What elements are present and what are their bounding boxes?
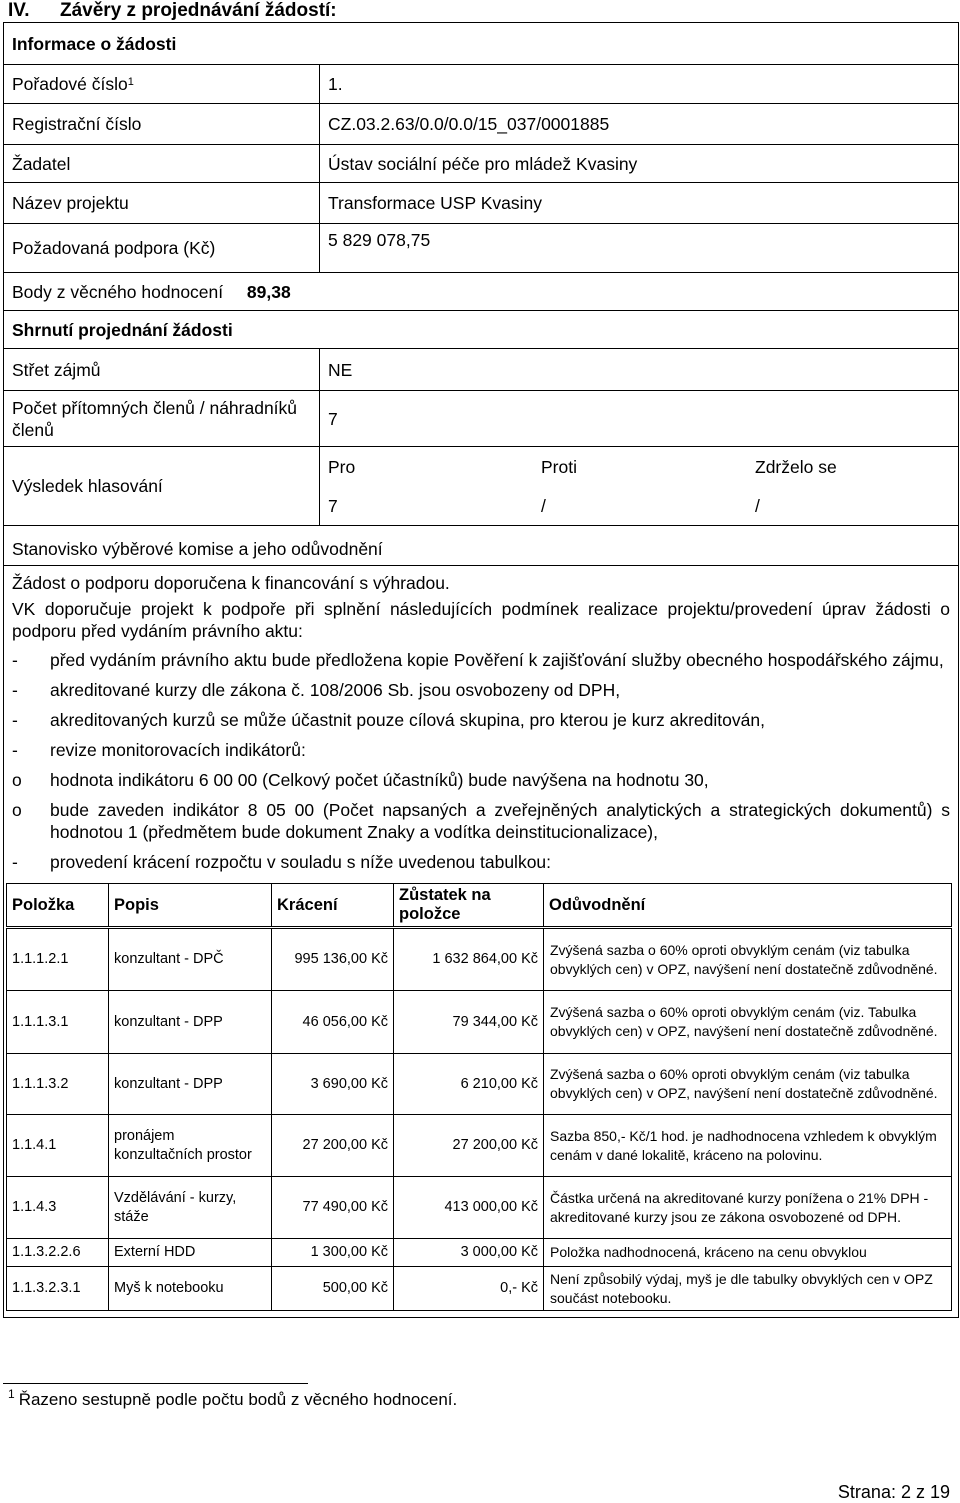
- list-item: - revize monitorovacích indikátorů:: [12, 740, 306, 760]
- budget-item: 1.1.1.3.2: [7, 1054, 109, 1115]
- budget-desc: Externí HDD: [109, 1239, 272, 1267]
- summary-title: Shrnutí projednání žádosti: [4, 311, 959, 349]
- budget-cut: 77 490,00 Kč: [272, 1177, 394, 1239]
- budget-desc: Myš k notebooku: [109, 1267, 272, 1311]
- budget-desc: konzultant - DPČ: [109, 928, 272, 991]
- budget-cut: 3 690,00 Kč: [272, 1054, 394, 1115]
- list-item: - před vydáním právního aktu bude předložena kopie Pověření k zajišťování služby obecného hospodářského zájmu,: [12, 650, 944, 670]
- info-title: Informace o žádosti: [4, 23, 959, 65]
- points-row: [4, 273, 959, 311]
- budget-reason: Položka nadhodnocená, kráceno na cenu obvyklou: [544, 1239, 952, 1267]
- budget-header-desc: Popis: [109, 884, 272, 928]
- list-item: - akreditované kurzy dle zákona č. 108/2006 Sb. jsou osvobozeny od DPH,: [12, 680, 621, 700]
- vote-header-for: Pro: [328, 456, 356, 477]
- budget-header-cut: Krácení: [272, 884, 394, 928]
- page-number: Strana: 2 z 19: [837, 1482, 950, 1502]
- list-item: - akreditovaných kurzů se může účastnit pouze cílová skupina, pro kterou je kurz akreditován,: [12, 710, 765, 730]
- budget-rest: 3 000,00 Kč: [394, 1239, 544, 1267]
- table-row: [7, 1177, 952, 1239]
- conditions-list: [12, 649, 950, 873]
- budget-rest: 0,- Kč: [394, 1267, 544, 1311]
- budget-reason: Zvýšená sazba o 60% oproti obvyklým cenám (viz. Tabulka obvyklých cen) v OPZ, navýšení není dostatečně zdůvodněné.: [544, 991, 952, 1054]
- conflict-value: NE: [320, 349, 959, 391]
- points-label: Body z věcného hodnocení: [12, 281, 224, 302]
- vote-label: Výsledek hlasování: [4, 447, 320, 526]
- vote-cell: [320, 447, 959, 526]
- budget-cut: 1 300,00 Kč: [272, 1239, 394, 1267]
- budget-item: 1.1.1.3.1: [7, 991, 109, 1054]
- statement-title: Stanovisko výběrové komise a jeho odůvodnění: [4, 526, 959, 566]
- vote-header-against: Proti: [541, 456, 577, 477]
- points-value: 89,38: [246, 281, 291, 302]
- registration-label: Registrační číslo: [4, 104, 320, 145]
- budget-table: [6, 883, 952, 1311]
- footnote-text: Řazeno sestupně podle počtu bodů z věcného hodnocení.: [18, 1390, 458, 1409]
- vote-table: [328, 447, 950, 525]
- applicant-label: Žadatel: [4, 145, 320, 183]
- budget-reason: Zvýšená sazba o 60% oproti obvyklým cenám (viz tabulka obvyklých cen) v OPZ, navýšení není dostatečně zdůvodněné.: [544, 928, 952, 991]
- budget-rest: 6 210,00 Kč: [394, 1054, 544, 1115]
- table-row: [7, 1115, 952, 1177]
- table-row: [7, 1267, 952, 1311]
- applicant-value: Ústav sociální péče pro mládež Kvasiny: [320, 145, 959, 183]
- table-row: [7, 1239, 952, 1267]
- order-number-label: Pořadové číslo$^1$: [4, 65, 320, 104]
- order-number-value: 1.: [320, 65, 959, 104]
- budget-header-reason: Odůvodnění: [544, 884, 952, 928]
- budget-desc: konzultant - DPP: [109, 1054, 272, 1115]
- list-item: - provedení krácení rozpočtu v souladu s níže uvedenou tabulkou:: [12, 852, 552, 872]
- members-value: 7: [320, 391, 959, 447]
- application-table: [3, 22, 959, 1318]
- table-row: [7, 1054, 952, 1115]
- requested-support-value: 5 829 078,75: [320, 224, 959, 273]
- vote-value-abstain: /: [755, 495, 760, 516]
- budget-item: 1.1.1.2.1: [7, 928, 109, 991]
- statement-cell: [4, 566, 959, 1318]
- budget-rest: 27 200,00 Kč: [394, 1115, 544, 1177]
- members-label: Počet přítomných členů / náhradníků členů: [4, 391, 320, 447]
- budget-rest: 413 000,00 Kč: [394, 1177, 544, 1239]
- footnote-ref: 1: [127, 76, 134, 88]
- statement-line-2: VK doporučuje projekt k podpoře při splnění následujících podmínek realizace projektu/provedení úprav žádosti o podporu před vydáním právního aktu:: [12, 599, 951, 641]
- registration-value: CZ.03.2.63/0.0/0.0/15_037/0001885: [320, 104, 959, 145]
- vote-header-abstain: Zdrželo se: [755, 456, 837, 477]
- budget-header-item: Položka: [7, 884, 109, 928]
- budget-header-rest: Zůstatek na položce: [394, 884, 544, 928]
- budget-cut: 995 136,00 Kč: [272, 928, 394, 991]
- project-name-value: Transformace USP Kvasiny: [320, 183, 959, 224]
- footnote-mark: 1: [8, 1387, 15, 1401]
- budget-reason: Sazba 850,- Kč/1 hod. je nadhodnocena vzhledem k obvyklým cenám v dané lokalitě, kráceno na polovinu.: [544, 1115, 952, 1177]
- budget-desc: Vzdělávání - kurzy, stáže: [109, 1177, 272, 1239]
- section-title: Závěry z projednávání žádostí:: [60, 0, 337, 21]
- budget-desc: konzultant - DPP: [109, 991, 272, 1054]
- budget-rest: 1 632 864,00 Kč: [394, 928, 544, 991]
- budget-cut: 46 056,00 Kč: [272, 991, 394, 1054]
- requested-support-label: Požadovaná podpora (Kč): [4, 224, 320, 273]
- vote-value-for: 7: [328, 495, 338, 516]
- budget-reason: Zvýšená sazba o 60% oproti obvyklým cenám (viz tabulka obvyklých cen) v OPZ, navýšení není dostatečně zdůvodněné.: [544, 1054, 952, 1115]
- vote-value-against: /: [541, 495, 546, 516]
- budget-desc: pronájem konzultačních prostor: [109, 1115, 272, 1177]
- budget-item: 1.1.4.3: [7, 1177, 109, 1239]
- project-name-label: Název projektu: [4, 183, 320, 224]
- budget-item: 1.1.3.2.2.6: [7, 1239, 109, 1267]
- budget-item: 1.1.3.2.3.1: [7, 1267, 109, 1311]
- list-item: o bude zaveden indikátor 8 05 00 (Počet napsaných a zveřejněných analytických a strategických dokumentů) s hodnotou 1 (předmětem bude dokument Znaky a vodítka deinstitucionalizace),: [12, 800, 951, 842]
- budget-cut: 500,00 Kč: [272, 1267, 394, 1311]
- footnote: [8, 1387, 458, 1410]
- budget-cut: 27 200,00 Kč: [272, 1115, 394, 1177]
- footnote-divider: [3, 1383, 308, 1384]
- table-row: [7, 991, 952, 1054]
- budget-item: 1.1.4.1: [7, 1115, 109, 1177]
- statement-line-1: Žádost o podporu doporučena k financování s výhradou.: [12, 573, 450, 593]
- budget-reason: Částka určená na akreditované kurzy ponížena o 21% DPH - akreditované kurzy jsou ze zákona osvobozené od DPH.: [544, 1177, 952, 1239]
- list-item: o hodnota indikátoru 6 00 00 (Celkový počet účastníků) bude navýšena na hodnotu 30,: [12, 770, 709, 790]
- budget-reason: Není způsobilý výdaj, myš je dle tabulky obvyklých cen v OPZ součást notebooku.: [544, 1267, 952, 1311]
- table-row: [7, 928, 952, 991]
- section-heading: [8, 0, 337, 22]
- conflict-label: Střet zájmů: [4, 349, 320, 391]
- section-number: IV.: [8, 0, 30, 21]
- budget-rest: 79 344,00 Kč: [394, 991, 544, 1054]
